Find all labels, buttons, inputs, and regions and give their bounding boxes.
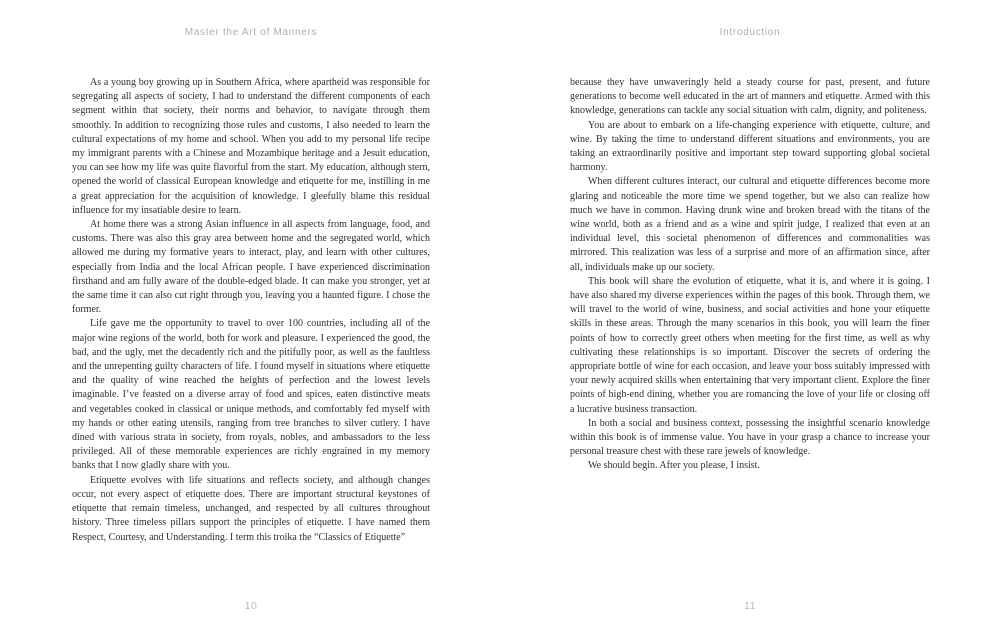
- page-number-right: 11: [744, 600, 756, 612]
- page-right: [570, 0, 930, 643]
- page-right-body: [570, 76, 930, 474]
- paragraph: As a young boy growing up in Southern Africa, where apartheid was responsible for segregating all aspects of society, I had to understand the different components of each segment within that society, their norms and behavior, to navigate through them smoothly. In addition to recognizing those rules and customs, I also needed to learn the cultural expectations of my home and school. When you add to my personal life recipe my immigrant parents with a Chinese and Mozambique heritage and a Jesuit education, you can see how my life was quite flavorful from the start. My education, although stern, opened the world of classical European knowledge and etiquette for me, instilling in me a great appreciation for the acquisition of knowledge. I gleefully blame this residual influence for my insatiable desire to learn.: [72, 77, 430, 216]
- paragraph: You are about to embark on a life-changing experience with etiquette, culture, and wine. By taking the time to understand different situations and environments, you are taking an extraordinarily positive and important step toward supporting global societal harmony.: [570, 119, 930, 174]
- paragraph: In both a social and business context, possessing the insightful scenario knowledge within this book is of immense value. You have in your grasp a chance to increase your personal treasure chest with these rare jewels of knowledge.: [570, 417, 930, 458]
- paragraph: At home there was a strong Asian influence in all aspects from language, food, and customs. There was also this gray area between home and the segregated world, which allowed me during my formative years to interact, play, and learn with other cultures, especially from India and the local African people. I have experienced discrimination firsthand and am fully aware of the double-edged blade. It can make you stronger, yet at the same time it can also cut right through you, leaving you a haunted figure. I chose the former.: [72, 219, 430, 316]
- paragraph: Etiquette evolves with life situations and reflects society, and although changes occur, not every aspect of etiquette does. There are important structural keystones of etiquette that remain timeless, unchanged, and respected by all cultures throughout history. Three timeless pillars support the principles of etiquette. I have named them Respect, Courtesy, and Understanding. I term this troika the “Classics of Etiquette”: [72, 474, 430, 543]
- paragraph: Life gave me the opportunity to travel to over 100 countries, including all of the major wine regions of the world, both for work and pleasure. I experienced the good, the bad, and the ugly, met the decadently rich and the pitifully poor, as well as the faultless and the unrepenting guilty characters of life. I found myself in situations where etiquette and the quality of wine reached the heights of perfection and the lowest levels imaginable. I’ve feasted on a diverse array of food and spices, eaten distinctive meats and vegetables cooked in classical or unique methods, and comfortably fed myself with my hands or other eating utensils, ranging from tree branches to silver cutlery. I have dined with various strata in society, from royals, nobles, and ambassadors to the less privileged. All of these memorable experiences are richly engrained in my memory banks that I now gladly share with you.: [72, 318, 430, 472]
- paragraph: When different cultures interact, our cultural and etiquette differences become more glaring and noticeable the more time we spend together, but we also can realize how much we have in common. Having drunk wine and broken bread with the titans of the wine world, both as a friend and as a wine and spirit judge, I realized that even at an individual level, this societal phenomenon of differences and commonalities was mirrored. This realization was less of a surprise and more of an affirmation since, after all, individuals make up our society.: [570, 176, 930, 273]
- running-header-left: Master the Art of Manners: [184, 27, 318, 38]
- page-left-body: [72, 76, 430, 545]
- paragraph: This book will share the evolution of etiquette, what it is, and where it is going. I have also shared my diverse experiences within the pages of this book. Through them, we will travel to the world of wine, business, and social activities and hone your etiquette skills in these areas. Through the many scenarios in this book, you will learn the finer points of how to correctly greet others when meeting for the first time, as well as why cultivating these relationships is so important. Discover the secrets of ordering the appropriate bottle of wine for each occasion, and leave your boss suitably impressed with your newly acquired skills when entertaining that very important client. Explore the finer points of high-end dining, whether you are romancing the love of your life or closing off a lucrative business transaction.: [570, 275, 930, 415]
- paragraph: We should begin. After you please, I insist.: [588, 460, 760, 472]
- running-header-right: Introduction: [719, 27, 781, 38]
- paragraph-continuation: because they have unwaveringly held a steady course for past, present, and future generations to become well educated in the art of manners and etiquette. Armed with this knowledge, generations can tackle any social situation with calm, dignity, and politeness.: [570, 77, 930, 117]
- page-left: [72, 0, 430, 643]
- page-number-left: 10: [244, 600, 258, 612]
